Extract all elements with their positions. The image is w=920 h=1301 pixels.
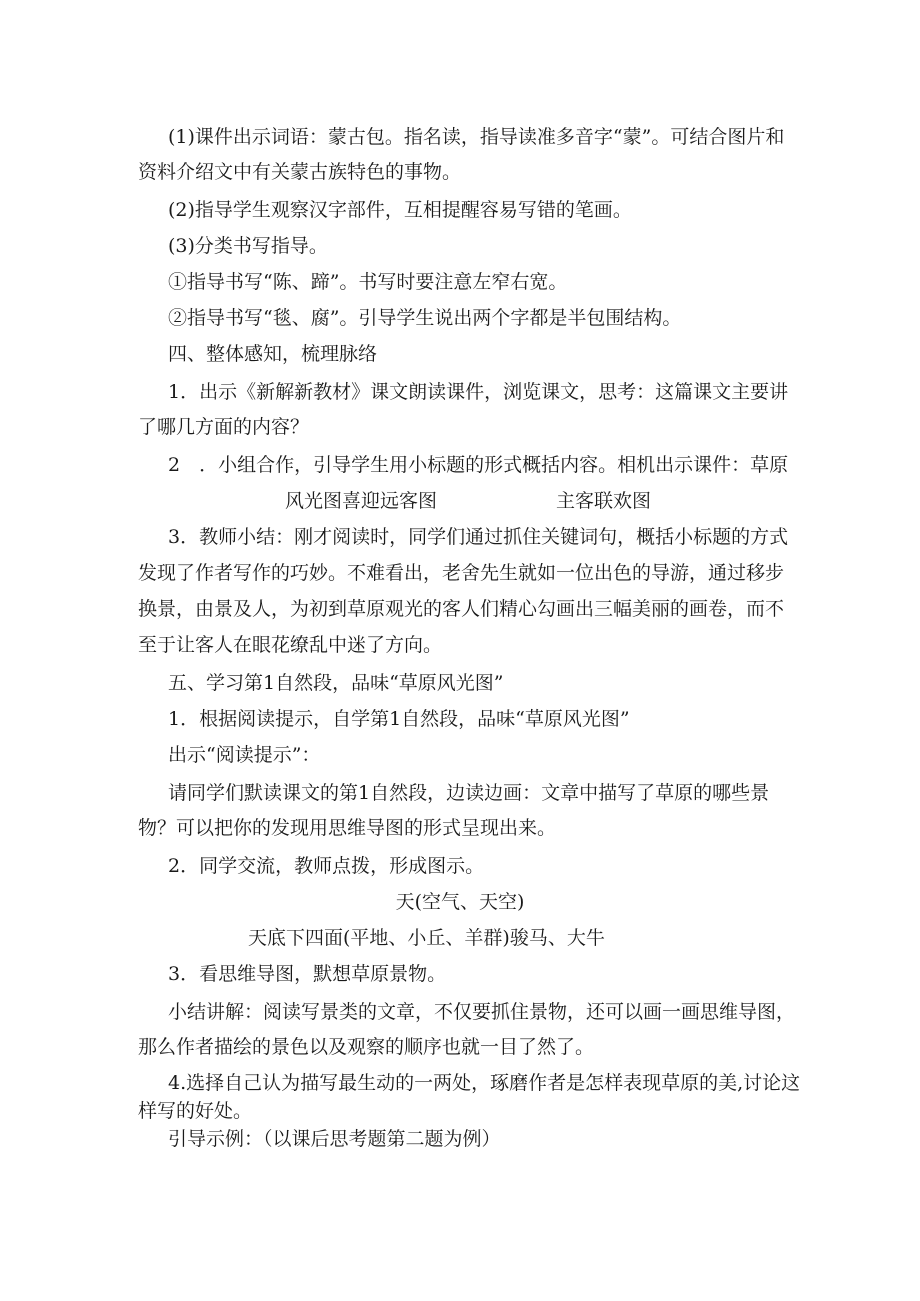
paragraph-line: 样写的好处。 xyxy=(138,1100,253,1122)
section-heading: 四、整体感知，梳理脉络 xyxy=(168,343,378,365)
paragraph-line: ②指导书写“毯、腐”。引导学生说出两个字都是半包围结构。 xyxy=(168,307,682,329)
subtitle-item: 主客联欢图 xyxy=(556,490,652,512)
mindmap-line: 天底下四面(平地、小丘、羊群)骏马、大牛 xyxy=(248,927,605,949)
paragraph-line: 资料介绍文中有关蒙古族特色的事物。 xyxy=(138,161,462,183)
paragraph-line: 1．根据阅读提示，自学第1自然段，品味“草原风光图” xyxy=(168,708,630,730)
paragraph-line: 至于让客人在眼花缭乱中迷了方向。 xyxy=(138,634,443,656)
paragraph-line: 了哪几方面的内容？ xyxy=(138,416,310,438)
paragraph-line: 2．同学交流，教师点拨，形成图示。 xyxy=(168,855,485,877)
paragraph-line: 那么作者描绘的景色以及观察的顺序也就一目了然了。 xyxy=(138,1036,595,1058)
paragraph-line: 3．教师小结：刚才阅读时，同学们通过抓住关键词句，概括小标题的方式 xyxy=(168,526,789,548)
paragraph-line: 出示“阅读提示”： xyxy=(168,744,321,766)
paragraph-line: ①指导书写“陈、蹄”。书写时要注意左窄右宽。 xyxy=(168,271,568,293)
paragraph-line: 2 ．小组合作，引导学生用小标题的形式概括内容。相机出示课件：草原 xyxy=(168,454,789,476)
paragraph-line: 换景，由景及人，为初到草原观光的客人们精心勾画出三幅美丽的画卷，而不 xyxy=(138,598,785,620)
paragraph-line: 1．出示《新解新教材》课文朗读课件，浏览课文，思考：这篇课文主要讲 xyxy=(168,381,789,403)
paragraph-line: (3)分类书写指导。 xyxy=(168,235,328,257)
paragraph-line: (1)课件出示词语：蒙古包。指名读，指导读准多音字“蒙”。可结合图片和 xyxy=(168,126,785,148)
paragraph-line: (2)指导学生观察汉字部件，互相提醒容易写错的笔画。 xyxy=(168,199,632,221)
paragraph-line: 小结讲解：阅读写景类的文章，不仅要抓住景物，还可以画一画思维导图， xyxy=(168,1001,796,1023)
paragraph-line: 物？可以把你的发现用思维导图的形式呈现出来。 xyxy=(138,817,557,839)
paragraph-line: 发现了作者写作的巧妙。不难看出，老舍先生就如一位出色的导游，通过移步 xyxy=(138,562,785,584)
paragraph-line: 4.选择自己认为描写最生动的一两处，琢磨作者是怎样表现草原的美,讨论这 xyxy=(168,1072,801,1094)
mindmap-line: 天(空气、天空) xyxy=(395,891,525,913)
paragraph-line: 引导示例：（以课后思考题第二题为例） xyxy=(168,1128,501,1150)
subtitle-item: 风光图喜迎远客图 xyxy=(285,490,438,512)
section-heading: 五、学习第1自然段，品味“草原风光图” xyxy=(168,672,504,694)
paragraph-line: 请同学们默读课文的第1自然段，边读边画：文章中描写了草原的哪些景 xyxy=(168,782,770,804)
paragraph-line: 3．看思维导图，默想草原景物。 xyxy=(168,963,447,985)
